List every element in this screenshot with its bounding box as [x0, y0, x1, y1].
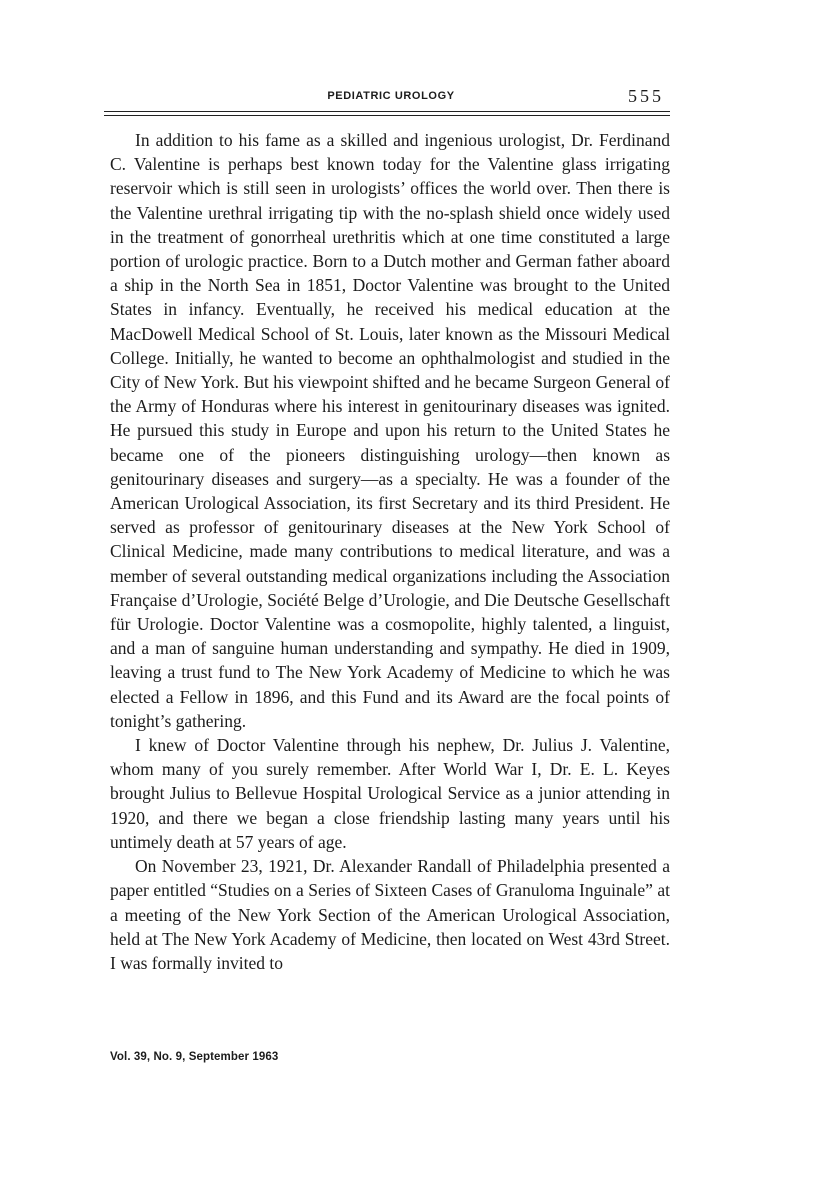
header-rule-bottom — [104, 115, 670, 116]
running-title: PEDIATRIC UROLOGY — [327, 90, 455, 102]
header-rule-top — [104, 111, 670, 112]
paragraph-julius-valentine: I knew of Doctor Valentine through his nephew, Dr. Julius J. Valentine, whom many of you surely remember. After World War I, Dr. E. L. Keyes brought Julius to Bellevue Hospital Urological Service as a junior attending in 1920, and there we began a close friendship lasting many years until his untimely death at 57 years of age. — [110, 735, 670, 852]
running-head — [110, 86, 672, 108]
footer-citation: Vol. 39, No. 9, September 1963 — [110, 1051, 279, 1063]
article-body — [110, 128, 670, 975]
paragraph-valentine-biography: In addition to his fame as a skilled and ingenious urologist, Dr. Ferdinand C. Valentine is perhaps best known today for the Valentine glass irrigating reservoir which is still seen in urologists’ offices the world over. Then there is the Valentine urethral irrigating tip with the no-splash shield once widely used in the treatment of gonorrheal urethritis which at one time constituted a large portion of urologic practice. Born to a Dutch mother and German father aboard a ship in the North Sea in 1851, Doctor Valentine was brought to the United States in infancy. Eventually, he received his medical education at the MacDowell Medical School of St. Louis, later known as the Missouri Medical College. Initially, he wanted to become an ophthalmologist and studied in the City of New York. But his viewpoint shifted and he became Surgeon General of the Army of Honduras where his interest in genitourinary diseases was ignited. He pursued this study in Europe and upon his return to the United States he became one of the pioneers distinguishing urology—then known as genitourinary diseases and surgery—as a specialty. He was a founder of the American Urological Association, its first Secretary and its third President. He served as professor of genitourinary diseases at the New York School of Clinical Medicine, made many contributions to medical literature, and was a member of several outstanding medical organizations including the Association Française d’Urologie, Société Belge d’Urologie, and Die Deutsche Gesellschaft für Urologie. Doctor Valentine was a cosmopolite, highly talented, a linguist, and a man of sanguine human understanding and sympathy. He died in 1909, leaving a trust fund to The New York Academy of Medicine to which he was elected a Fellow in 1896, and this Fund and its Award are the focal points of tonight’s gathering. — [110, 130, 670, 731]
paragraph-randall-paper: On November 23, 1921, Dr. Alexander Randall of Philadelphia presented a paper entitled “Studies on a Series of Sixteen Cases of Granuloma Inguinale” at a meeting of the New York Section of the American Urological Association, held at The New York Academy of Medicine, then located on West 43rd Street. I was formally invited to — [110, 856, 670, 973]
page-number: 555 — [628, 86, 664, 106]
